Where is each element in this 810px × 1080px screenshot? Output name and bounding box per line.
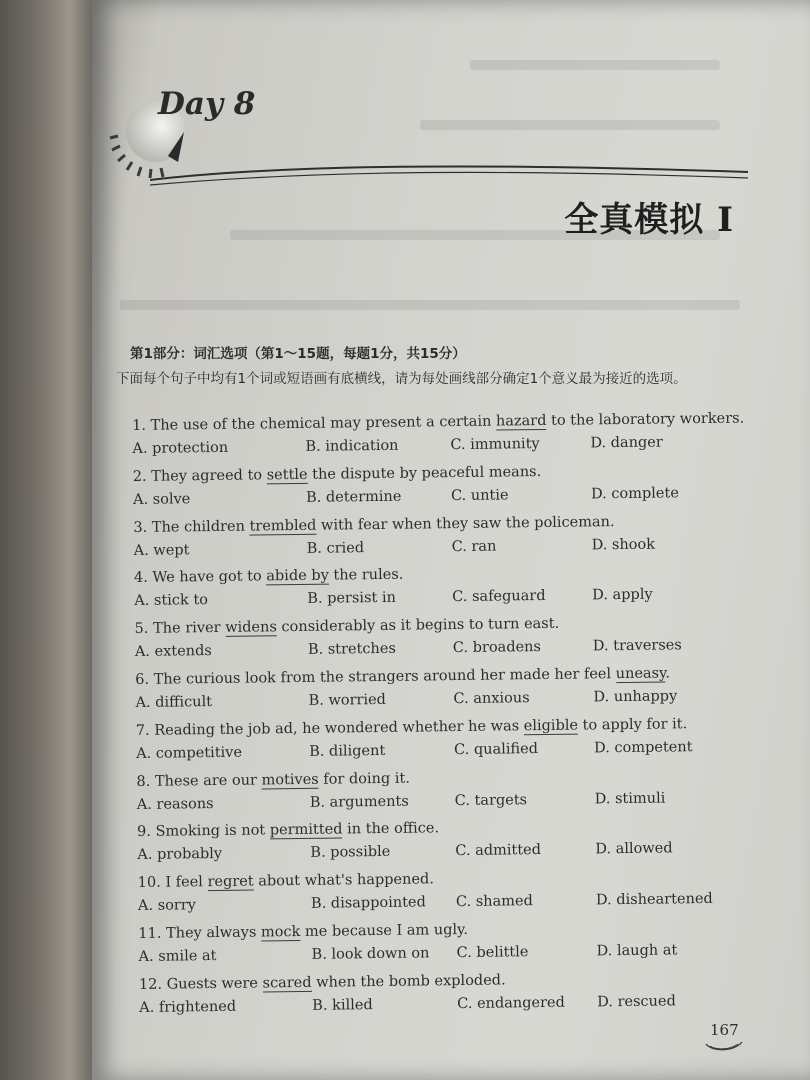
question-number: 9. xyxy=(137,824,152,841)
question-item xyxy=(137,813,748,871)
stem-text: for doing it. xyxy=(318,770,411,788)
stem-text: We have got to xyxy=(152,568,267,587)
stem-text: to the laboratory workers. xyxy=(546,410,745,429)
option-d: D. danger xyxy=(590,434,663,452)
option-d: D. competent xyxy=(594,738,693,757)
option-d: D. traverses xyxy=(592,637,682,655)
bleed-through-mark xyxy=(470,60,720,70)
option-c: C. belittle xyxy=(456,944,529,962)
stem-text: to apply for it. xyxy=(577,716,688,734)
option-c: C. ran xyxy=(451,538,497,555)
header-divider xyxy=(150,158,750,188)
option-a: A. probably xyxy=(137,846,223,864)
option-b: B. stretches xyxy=(307,640,396,659)
question-number: 1. xyxy=(132,417,147,434)
option-c: C. qualified xyxy=(454,740,539,758)
underlined-word: permitted xyxy=(269,821,343,839)
underlined-word: mock xyxy=(260,923,301,941)
question-item xyxy=(136,762,747,820)
option-a: A. smile at xyxy=(138,947,217,965)
option-b: B. look down on xyxy=(311,945,430,963)
option-d: D. stimuli xyxy=(594,790,666,807)
question-item xyxy=(134,559,745,617)
bleed-through-mark xyxy=(420,120,720,130)
stem-text: about what's happened. xyxy=(253,871,434,890)
option-a: A. difficult xyxy=(135,694,213,711)
option-a: A. reasons xyxy=(136,795,214,813)
underlined-word: settle xyxy=(266,466,308,484)
bleed-through-mark xyxy=(120,300,740,310)
day-title: Day 8 xyxy=(158,86,256,122)
stem-text: Smoking is not xyxy=(155,822,270,841)
option-b: B. worried xyxy=(308,691,387,709)
stem-text: The use of the chemical may present a certain xyxy=(150,413,497,434)
option-d: D. apply xyxy=(592,587,653,604)
stem-text: when the bomb exploded. xyxy=(311,972,506,991)
option-a: A. protection xyxy=(132,439,229,457)
stem-text: Guests were xyxy=(166,975,263,993)
question-number: 8. xyxy=(136,773,151,790)
option-a: A. wept xyxy=(133,541,190,559)
stem-text: The river xyxy=(152,620,226,637)
option-a: A. solve xyxy=(132,491,191,508)
option-b: B. disappointed xyxy=(310,894,426,913)
option-c: C. safeguard xyxy=(452,588,546,606)
stem-text: the dispute by peaceful means. xyxy=(307,463,542,483)
question-number: 4. xyxy=(133,570,148,587)
stem-text: They agreed to xyxy=(151,467,267,485)
option-d: D. complete xyxy=(590,485,679,503)
question-number: 11. xyxy=(138,925,162,942)
page-number: 167 xyxy=(710,1021,739,1039)
stem-text: The children xyxy=(151,518,250,536)
question-item xyxy=(133,457,744,515)
underlined-word: trembled xyxy=(249,517,317,535)
stem-text: These are our xyxy=(154,772,262,790)
stem-text: in the office. xyxy=(342,820,440,838)
question-item xyxy=(136,711,747,769)
question-number: 7. xyxy=(135,722,150,739)
option-c: C. shamed xyxy=(455,893,533,911)
option-a: A. frightened xyxy=(139,998,237,1016)
question-number: 5. xyxy=(134,621,149,638)
question-item xyxy=(132,407,743,465)
option-c: C. anxious xyxy=(453,690,530,708)
stem-text: The curious look from the strangers around her made her feel xyxy=(153,666,616,688)
option-d: D. shook xyxy=(591,536,656,553)
option-b: B. persist in xyxy=(307,590,396,608)
option-c: C. admitted xyxy=(455,842,542,860)
question-item xyxy=(135,661,746,719)
underlined-word: scared xyxy=(262,974,312,992)
question-number: 12. xyxy=(138,976,163,993)
stem-text: I feel xyxy=(165,874,208,891)
option-b: B. determine xyxy=(305,488,402,506)
question-item xyxy=(139,965,750,1023)
section-heading: 第1部分：词汇选项（第1～15题，每题1分，共15分） xyxy=(130,346,466,362)
question-number: 2. xyxy=(132,468,147,485)
stem-text: . xyxy=(665,665,671,682)
underlined-word: hazard xyxy=(495,412,547,430)
question-number: 6. xyxy=(135,671,150,688)
option-b: B. killed xyxy=(312,996,373,1014)
option-c: C. endangered xyxy=(457,994,565,1012)
option-b: B. arguments xyxy=(309,793,409,811)
underlined-word: regret xyxy=(207,873,254,891)
book-spine xyxy=(0,0,100,1080)
option-c: C. immunity xyxy=(450,436,540,454)
stem-text: with fear when they saw the policeman. xyxy=(316,513,615,534)
option-a: A. sorry xyxy=(137,897,197,915)
option-b: B. cried xyxy=(306,539,365,557)
stem-text: Reading the job ad, he wondered whether he was xyxy=(154,718,524,739)
option-d: D. disheartened xyxy=(595,891,713,909)
option-b: B. diligent xyxy=(309,742,386,760)
option-d: D. allowed xyxy=(595,840,673,858)
section-instructions: 下面每个句子中均有1个词或短语画有底横线，请为每处画线部分确定1个意义最为接近的选项。 xyxy=(116,371,687,387)
question-number: 10. xyxy=(137,874,161,892)
question-item xyxy=(133,508,744,566)
option-c: C. broadens xyxy=(452,639,542,657)
stem-text: me because I am ugly. xyxy=(300,921,469,940)
option-c: C. targets xyxy=(454,791,528,809)
question-item xyxy=(134,610,745,668)
stem-text: the rules. xyxy=(328,567,404,584)
question-item xyxy=(138,914,749,972)
option-b: B. possible xyxy=(310,844,391,862)
underlined-word: uneasy xyxy=(615,665,666,683)
question-item xyxy=(138,864,749,922)
stem-text: They always xyxy=(165,924,262,942)
option-d: D. rescued xyxy=(597,993,676,1011)
option-a: A. stick to xyxy=(134,592,209,610)
option-a: A. competitive xyxy=(136,744,243,762)
underlined-word: abide by xyxy=(266,567,329,585)
option-b: B. indication xyxy=(305,437,399,455)
stem-text: considerably as it begins to turn east. xyxy=(276,615,560,636)
underlined-word: motives xyxy=(261,771,319,789)
option-d: D. laugh at xyxy=(596,942,678,960)
underlined-word: eligible xyxy=(523,717,579,735)
question-number: 3. xyxy=(133,519,148,536)
question-list xyxy=(132,407,749,1024)
option-a: A. extends xyxy=(134,643,212,661)
option-c: C. untie xyxy=(450,487,509,504)
option-d: D. unhappy xyxy=(593,688,678,706)
mock-exam-title: 全真模拟 I xyxy=(564,200,734,240)
underlined-word: widens xyxy=(225,619,277,637)
